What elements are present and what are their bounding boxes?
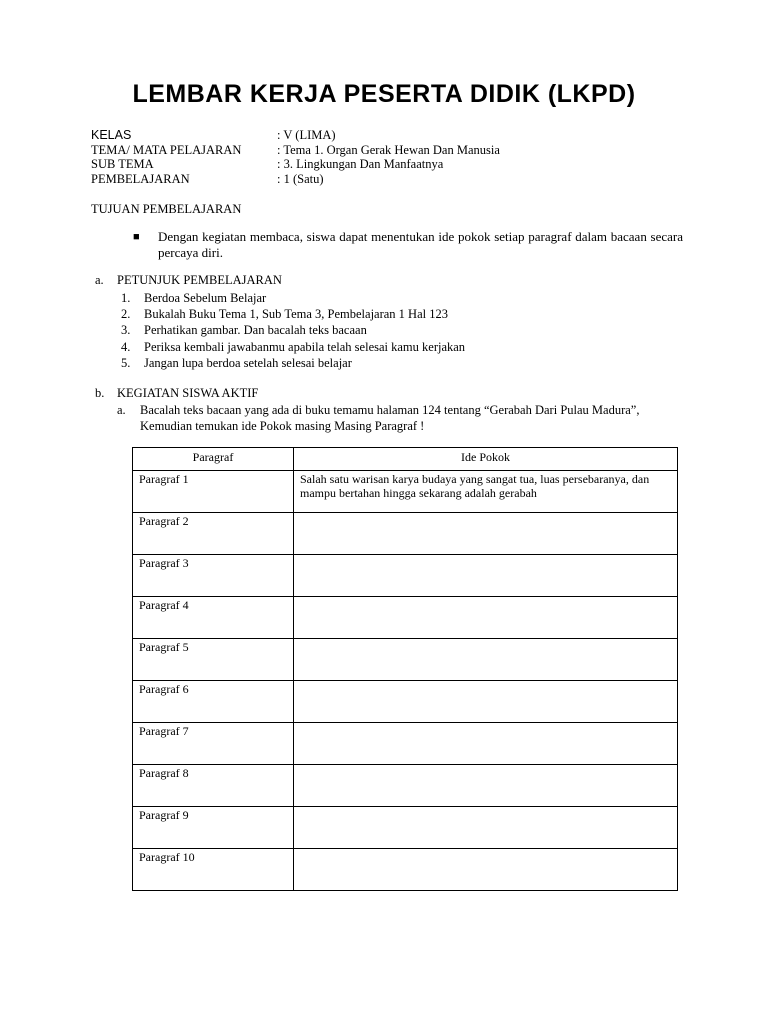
info-label: KELAS	[91, 128, 132, 142]
item-number: 1.	[121, 291, 131, 305]
activity-task	[117, 402, 677, 434]
table-row	[133, 681, 678, 723]
table-row	[133, 597, 678, 639]
task-marker: a.	[117, 403, 126, 417]
square-bullet-icon: ■	[133, 231, 140, 243]
list-item	[121, 339, 465, 355]
info-label: PEMBELAJARAN	[91, 171, 190, 186]
info-value: : 1 (Satu)	[277, 171, 324, 186]
item-text: Berdoa Sebelum Belajar	[144, 291, 267, 305]
objective-heading: TUJUAN PEMBELAJARAN	[91, 202, 242, 216]
info-value: : V (LIMA)	[277, 128, 336, 142]
item-text: Perhatikan gambar. Dan bacalah teks bacaan	[144, 323, 367, 338]
instructions-heading-text: PETUNJUK PEMBELAJARAN	[117, 273, 282, 287]
item-number: 5.	[121, 355, 131, 370]
table-row	[133, 555, 678, 597]
item-number: 4.	[121, 339, 131, 354]
item-number: 2.	[121, 307, 131, 322]
paragraph-cell: Paragraf 7	[133, 723, 294, 765]
table-header-row	[133, 448, 678, 471]
main-idea-table	[132, 447, 678, 891]
table-row	[133, 723, 678, 765]
section-marker: b.	[95, 386, 105, 400]
idea-cell[interactable]	[294, 849, 678, 891]
table-row	[133, 849, 678, 891]
list-item	[121, 290, 465, 306]
task-text: Bacalah teks bacaan yang ada di buku temamu halaman 124 tentang “Gerabah Dari Pulau Madura”, Kemudian temukan ide Pokok masing Masing Paragraf !	[140, 403, 640, 433]
info-block	[91, 128, 500, 186]
table-row	[133, 471, 678, 513]
table-row	[133, 807, 678, 849]
table-row	[133, 513, 678, 555]
activities-heading	[95, 386, 258, 401]
info-row-pembelajaran	[91, 172, 500, 187]
idea-cell[interactable]	[294, 513, 678, 555]
info-label: SUB TEMA	[91, 157, 154, 171]
list-item	[121, 355, 465, 371]
idea-cell[interactable]	[294, 807, 678, 849]
item-text: Jangan lupa berdoa setelah selesai belajar	[144, 355, 352, 370]
item-text: Periksa kembali jawabanmu apabila telah selesai kamu kerjakan	[144, 339, 466, 354]
paragraph-cell: Paragraf 10	[133, 849, 294, 891]
paragraph-cell: Paragraf 5	[133, 639, 294, 681]
info-row-kelas	[91, 128, 500, 143]
list-item	[121, 306, 465, 322]
instructions-list	[121, 290, 465, 371]
idea-cell[interactable]	[294, 597, 678, 639]
idea-cell[interactable]	[294, 639, 678, 681]
paragraph-cell: Paragraf 6	[133, 681, 294, 723]
objective-item	[133, 229, 683, 261]
idea-cell[interactable]	[294, 723, 678, 765]
info-value: : 3. Lingkungan Dan Manfaatnya	[277, 157, 444, 171]
paragraph-cell: Paragraf 3	[133, 555, 294, 597]
paragraph-cell: Paragraf 1	[133, 471, 294, 513]
item-text: Bukalah Buku Tema 1, Sub Tema 3, Pembelajaran 1 Hal 123	[144, 307, 448, 322]
idea-cell[interactable]	[294, 681, 678, 723]
info-value: : Tema 1. Organ Gerak Hewan Dan Manusia	[277, 142, 500, 157]
section-marker: a.	[95, 273, 104, 287]
activities-heading-text: KEGIATAN SISWA AKTIF	[117, 386, 259, 400]
instructions-heading	[95, 273, 282, 288]
info-row-tema	[91, 143, 500, 158]
item-number: 3.	[121, 323, 131, 338]
info-row-subtema	[91, 157, 500, 172]
idea-cell[interactable]: Salah satu warisan karya budaya yang sangat tua, luas persebaranya, dan mampu bertahan hingga sekarang adalah gerabah	[294, 471, 678, 513]
info-label: TEMA/ MATA PELAJARAN	[91, 142, 242, 157]
idea-cell[interactable]	[294, 555, 678, 597]
paragraph-cell: Paragraf 2	[133, 513, 294, 555]
paragraph-cell: Paragraf 8	[133, 765, 294, 807]
paragraph-cell: Paragraf 4	[133, 597, 294, 639]
idea-cell[interactable]	[294, 765, 678, 807]
page-title: LEMBAR KERJA PESERTA DIDIK (LKPD)	[132, 80, 636, 108]
table-row	[133, 765, 678, 807]
objective-text: Dengan kegiatan membaca, siswa dapat menentukan ide pokok setiap paragraf dalam bacaan secara percaya diri.	[158, 229, 683, 260]
header-main-idea: Ide Pokok	[294, 448, 678, 471]
list-item	[121, 322, 465, 338]
table-row	[133, 639, 678, 681]
header-paragraph: Paragraf	[133, 448, 294, 471]
paragraph-cell: Paragraf 9	[133, 807, 294, 849]
